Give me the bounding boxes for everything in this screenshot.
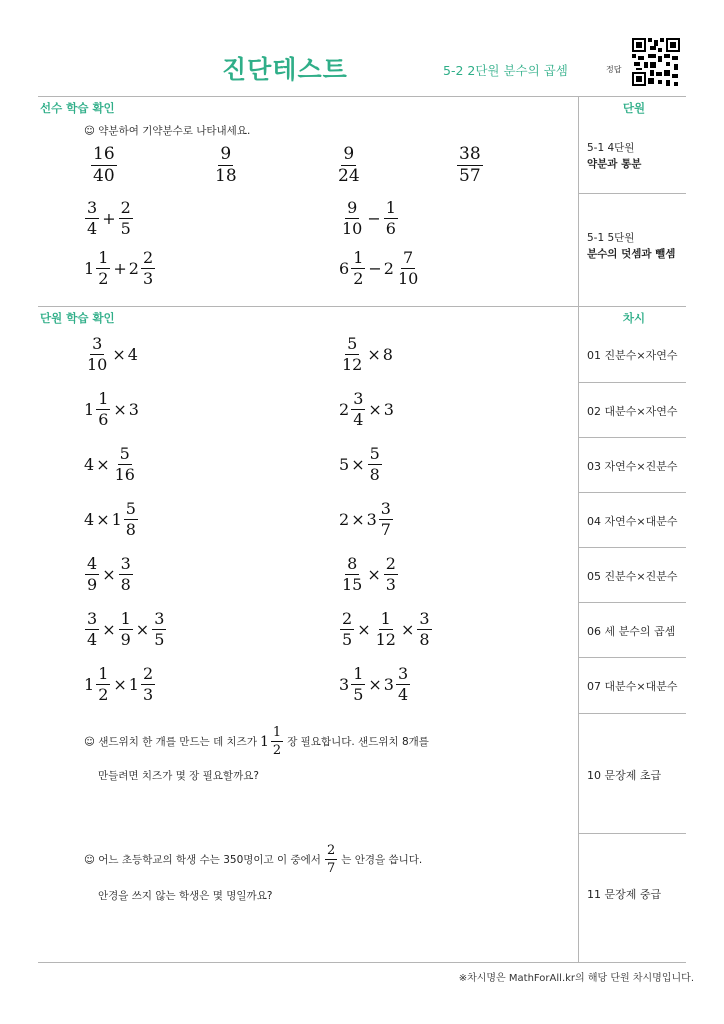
unit-2-name: 분수의 덧셈과 뺄셈 bbox=[587, 248, 676, 260]
fraction: $\frac{3}{8}$ bbox=[120, 554, 131, 594]
subtraction-problem: $\frac{9}{10}$ − $\frac{1}{6}$ bbox=[342, 198, 396, 238]
fraction: $\frac{1}{2}$ bbox=[98, 248, 109, 288]
multiplication-problem: 2 $\frac{3}{4}$ × 3 bbox=[339, 389, 394, 429]
lesson-item: 02 대분수×자연수 bbox=[587, 405, 678, 418]
lesson-item: 06 세 분수의 곱셈 bbox=[587, 625, 676, 638]
prereq-heading: 선수 학습 확인 bbox=[40, 101, 115, 115]
fraction: $\frac{5}{8}$ bbox=[369, 444, 380, 484]
multiplication-problem: $\frac{2}{5}$ × $\frac{1}{12}$ × $\frac{3}{8}$ bbox=[342, 609, 430, 649]
fraction: $\frac{3}{4}$ bbox=[87, 609, 98, 649]
side-divider bbox=[579, 833, 686, 834]
lesson-item: 11 문장제 중급 bbox=[587, 888, 662, 901]
fraction: $\frac{1}{2}$ bbox=[98, 664, 109, 704]
word-problem-1: ☺ 샌드위치 한 개를 만드는 데 치즈가 1 $\frac{1}{2}$ 장 필요합니다. 샌드위치 8개를 bbox=[84, 725, 429, 758]
fraction: $\frac{2}{3}$ bbox=[385, 554, 396, 594]
multiplication-problem: 1 $\frac{1}{2}$ × 1 $\frac{2}{3}$ bbox=[84, 664, 154, 704]
footer-note: ※차시명은 MathForAll.kr의 해당 단원 차시명입니다. bbox=[458, 973, 694, 984]
fraction: $\frac{3}{4}$ bbox=[353, 389, 364, 429]
multiplication-problem: 4 × 1 $\frac{5}{8}$ bbox=[84, 499, 136, 539]
fraction: $\frac{2}{3}$ bbox=[142, 248, 154, 288]
lesson-column-heading: 차시 bbox=[622, 311, 646, 325]
multiplication-problem: $\frac{8}{15}$ × $\frac{2}{3}$ bbox=[342, 554, 396, 594]
lesson-item: 01 진분수×자연수 bbox=[587, 349, 678, 362]
fraction: $\frac{2}{5}$ bbox=[120, 198, 131, 238]
page-title: 진단테스트 bbox=[222, 55, 348, 84]
reduce-problem bbox=[212, 146, 240, 185]
fraction: $\frac{2}{7}$ bbox=[326, 843, 336, 876]
unit-1-code: 5-1 4단원 bbox=[587, 142, 635, 154]
side-divider bbox=[579, 713, 686, 714]
multiplication-problem: $\frac{4}{9}$ × $\frac{3}{8}$ bbox=[87, 554, 131, 594]
unit-check-heading: 단원 학습 확인 bbox=[40, 311, 115, 325]
fraction: $\frac{9}{24}$ bbox=[338, 144, 360, 186]
fraction: $\frac{5}{12}$ bbox=[342, 334, 363, 374]
fraction: $\frac{1}{12}$ bbox=[375, 609, 396, 649]
fraction: $\frac{3}{10}$ bbox=[87, 334, 108, 374]
unit-subtitle: 5-2 2단원 분수의 곱셈 bbox=[443, 63, 568, 78]
fraction: $\frac{2}{5}$ bbox=[342, 609, 353, 649]
side-divider bbox=[579, 547, 686, 548]
lesson-item: 04 자연수×대분수 bbox=[587, 515, 678, 528]
multiplication-problem: 3 $\frac{1}{5}$ × 3 $\frac{3}{4}$ bbox=[339, 664, 409, 704]
unit-2-code: 5-1 5단원 bbox=[587, 232, 635, 244]
addition-problem: $\frac{3}{4}$ + $\frac{2}{5}$ bbox=[87, 198, 131, 238]
side-divider bbox=[579, 492, 686, 493]
reduce-problem bbox=[335, 146, 363, 185]
multiplication-problem: 2 × 3 $\frac{3}{7}$ bbox=[339, 499, 391, 539]
multiplication-problem: $\frac{3}{10}$ × 4 bbox=[87, 334, 138, 374]
fraction: $\frac{1}{9}$ bbox=[120, 609, 131, 649]
fraction: $\frac{9}{10}$ bbox=[342, 198, 363, 238]
side-divider bbox=[579, 437, 686, 438]
fraction: $\frac{5}{16}$ bbox=[114, 444, 135, 484]
side-divider bbox=[579, 193, 686, 194]
qr-code-icon[interactable] bbox=[632, 38, 680, 86]
word-problem-2-line2: 안경을 쓰지 않는 학생은 몇 명일까요? bbox=[98, 890, 273, 902]
section-divider bbox=[38, 306, 686, 307]
unit-1-name: 약분과 통분 bbox=[587, 158, 642, 170]
fraction: $\frac{3}{4}$ bbox=[397, 664, 409, 704]
multiplication-problem: $\frac{3}{4}$ × $\frac{1}{9}$ × $\frac{3}{5}$ bbox=[87, 609, 165, 649]
multiplication-problem: $\frac{5}{12}$ × 8 bbox=[342, 334, 393, 374]
lesson-item: 07 대분수×대분수 bbox=[587, 680, 678, 693]
fraction: $\frac{16}{40}$ bbox=[93, 144, 115, 186]
addition-problem: 1 $\frac{1}{2}$ + 2 $\frac{2}{3}$ bbox=[84, 248, 154, 288]
fraction: $\frac{3}{4}$ bbox=[87, 198, 98, 238]
header-divider bbox=[38, 96, 686, 97]
fraction: $\frac{7}{10}$ bbox=[397, 248, 419, 288]
fraction: $\frac{2}{3}$ bbox=[142, 664, 154, 704]
fraction: $\frac{5}{8}$ bbox=[125, 499, 136, 539]
word-problem-1-line2: 만들려면 치즈가 몇 장 필요할까요? bbox=[98, 770, 259, 782]
unit-column-heading: 단원 bbox=[622, 101, 646, 115]
side-divider bbox=[579, 382, 686, 383]
reduce-problem bbox=[90, 146, 118, 185]
subtraction-problem: 6 $\frac{1}{2}$ − 2 $\frac{7}{10}$ bbox=[339, 248, 419, 288]
fraction: $\frac{3}{5}$ bbox=[154, 609, 165, 649]
fraction: $\frac{8}{15}$ bbox=[342, 554, 363, 594]
fraction: $\frac{1}{2}$ bbox=[353, 248, 364, 288]
fraction: $\frac{1}{6}$ bbox=[385, 198, 396, 238]
lesson-item: 03 자연수×진분수 bbox=[587, 460, 678, 473]
fraction-value bbox=[324, 844, 338, 875]
lesson-item: 05 진분수×진분수 bbox=[587, 570, 678, 583]
multiplication-problem: 1 $\frac{1}{6}$ × 3 bbox=[84, 389, 139, 429]
side-divider bbox=[579, 602, 686, 603]
answer-label: 정답 bbox=[606, 65, 622, 74]
bottom-divider bbox=[38, 962, 686, 963]
lesson-item: 10 문장제 초급 bbox=[587, 769, 662, 782]
prereq-instruction: ☺ 약분하여 기약분수로 나타내세요. bbox=[84, 125, 251, 137]
mixed-number: 1 $\frac{1}{2}$ bbox=[259, 725, 282, 758]
multiplication-problem: 4 × $\frac{5}{16}$ bbox=[84, 444, 135, 484]
fraction: $\frac{1}{2}$ bbox=[272, 725, 282, 758]
fraction: $\frac{3}{8}$ bbox=[419, 609, 430, 649]
reduce-problem bbox=[456, 146, 484, 185]
fraction: $\frac{9}{18}$ bbox=[215, 144, 237, 186]
word-problem-2: ☺ 어느 초등학교의 학생 수는 350명이고 이 중에서 $\frac{2}{7}$ 는 안경을 씁니다. bbox=[84, 843, 423, 876]
fraction: $\frac{4}{9}$ bbox=[87, 554, 98, 594]
multiplication-problem: 5 × $\frac{5}{8}$ bbox=[339, 444, 380, 484]
fraction: $\frac{38}{57}$ bbox=[459, 144, 481, 186]
fraction: $\frac{1}{5}$ bbox=[353, 664, 364, 704]
side-divider bbox=[579, 657, 686, 658]
fraction: $\frac{1}{6}$ bbox=[98, 389, 109, 429]
fraction: $\frac{3}{7}$ bbox=[380, 499, 391, 539]
